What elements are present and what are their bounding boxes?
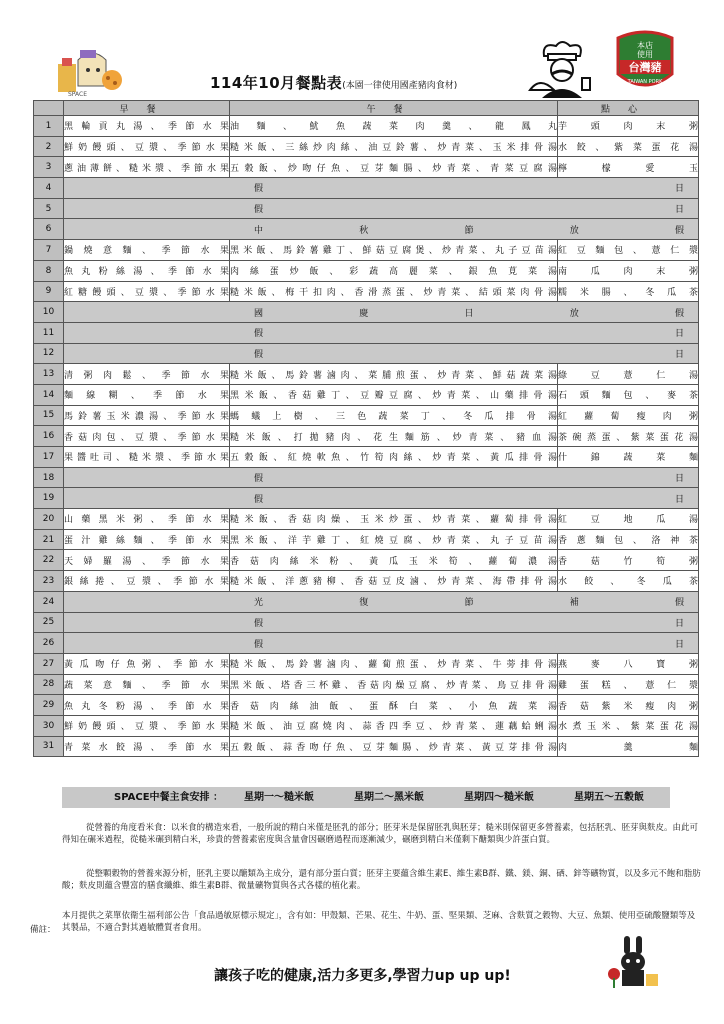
snack-cell: 香菇竹筍粥	[558, 550, 699, 571]
lunch-cell: 黑米飯、洋芋雞丁、紅燒豆腐、炒青菜、丸子豆苗湯	[230, 529, 558, 550]
table-row	[34, 384, 699, 405]
note-paragraph-1: 從營養的角度看米食：以米食的構造來看，一般所說的精白米僅是胚乳的部分；胚芽米是保留胚乳與胚芽；糙米則保留更多營養素，包括胚乳、胚芽與麩皮。由此可得知在碾米過程，從糙米碾到精白米，珍貴的營養素密度與含量會因碾磨過程而逐漸減少，碾磨到精白米僅剩下醣類與少許蛋白質。	[62, 823, 699, 845]
table-row	[34, 240, 699, 261]
staple-schedule	[62, 787, 670, 808]
holiday-char: 假	[674, 598, 684, 609]
title-block	[210, 72, 457, 94]
snack-cell: 香蔥麵包、洛神茶	[558, 529, 699, 550]
holiday-cell	[64, 633, 699, 654]
day-number: 6	[34, 219, 64, 240]
snack-cell: 紅蘿蔔瘦肉粥	[558, 405, 699, 426]
table-row	[34, 405, 699, 426]
breakfast-cell: 天婦羅湯、季節水果	[64, 550, 230, 571]
svg-text:TAIWAN PORK: TAIWAN PORK	[627, 79, 663, 85]
holiday-char: 假	[254, 329, 264, 340]
corner-cell	[34, 101, 64, 116]
breakfast-cell: 清粥肉鬆、季節水果	[64, 364, 230, 385]
holiday-char: 日	[674, 205, 684, 216]
svg-text:台灣豬: 台灣豬	[628, 61, 662, 74]
holiday-char: 日	[674, 494, 684, 505]
holiday-char: 日	[674, 329, 684, 340]
day-number: 3	[34, 157, 64, 178]
holiday-char: 日	[674, 349, 684, 360]
table-row	[34, 612, 699, 633]
day-number: 12	[34, 343, 64, 364]
breakfast-cell: 鮮奶饅頭、豆漿、季節水果	[64, 136, 230, 157]
lunch-cell: 油麵、魷魚蔬菜肉羹、龍鳳丸	[230, 116, 558, 137]
holiday-char: 節	[464, 598, 474, 609]
day-number: 24	[34, 591, 64, 612]
table-row	[34, 633, 699, 654]
snack-cell: 雞蛋糕、薏仁漿	[558, 674, 699, 695]
holiday-char: 節	[464, 225, 474, 236]
holiday-char: 日	[674, 184, 684, 195]
holiday-char: 日	[674, 474, 684, 485]
snack-cell: 石頭麵包、麥茶	[558, 384, 699, 405]
day-number: 8	[34, 260, 64, 281]
lunch-cell: 黑米飯、塔香三杯雞、香菇肉燥豆腐、炒青菜、鳥豆排骨湯	[230, 674, 558, 695]
holiday-char: 補	[569, 598, 579, 609]
holiday-cell	[64, 591, 699, 612]
header-snack: 點心	[558, 101, 699, 116]
breakfast-cell: 魚丸粉絲湯、季節水果	[64, 260, 230, 281]
note-paragraph-3: 本月提供之菜單依衛生福利部公告「食品過敏原標示規定」，含有如：甲殼類、芒果、花生、牛奶、蛋、堅果類、芝麻、含麩質之穀物、大豆、魚類、使用亞硫酸鹽類等及其製品，不適合對其過敏體質者食用。	[62, 911, 696, 933]
table-row	[34, 571, 699, 592]
table-row	[34, 260, 699, 281]
table-body	[34, 116, 699, 757]
lunch-cell: 黑米飯、香菇雞丁、豆瓣豆腐、炒青菜、山藥排骨湯	[230, 384, 558, 405]
breakfast-cell: 魚丸冬粉湯、季節水果	[64, 695, 230, 716]
table-row	[34, 343, 699, 364]
header	[0, 0, 724, 100]
holiday-cell	[64, 219, 699, 240]
snack-cell: 什錦蔬菜麵	[558, 447, 699, 468]
lunch-cell: 糙米飯、油豆腐燒肉、蒜香四季豆、炒青菜、蓮藕蛤蜊湯	[230, 715, 558, 736]
holiday-char: 假	[254, 494, 264, 505]
day-number: 19	[34, 488, 64, 509]
holiday-char: 慶	[359, 308, 369, 319]
snack-cell: 紅豆地瓜湯	[558, 509, 699, 530]
day-number: 18	[34, 467, 64, 488]
header-breakfast: 早餐	[64, 101, 230, 116]
day-number: 21	[34, 529, 64, 550]
holiday-char: 中	[254, 225, 264, 236]
holiday-char: 放	[569, 308, 579, 319]
table-row	[34, 447, 699, 468]
holiday-cell	[64, 322, 699, 343]
breakfast-cell: 銀絲捲、豆漿、季節水果	[64, 571, 230, 592]
table-row	[34, 736, 699, 757]
table-row	[34, 591, 699, 612]
space-logo-icon	[52, 42, 126, 98]
holiday-char: 放	[569, 225, 579, 236]
day-number: 20	[34, 509, 64, 530]
holiday-char: 假	[254, 205, 264, 216]
note-paragraph-2: 從整顆穀物的營養來源分析，胚乳主要以醣類為主成分，還有部分蛋白質；胚芽主要蘊含維生素E、維生素B群、鐵、鎂、銅、硒、鋅等礦物質，以及多元不飽和脂肪酸；麩皮則蘊含豐富的膳食纖維、維生素B群、微量礦物質與各式各樣的植化素。	[62, 869, 701, 891]
day-number: 11	[34, 322, 64, 343]
breakfast-cell: 鮮奶饅頭、豆漿、季節水果	[64, 715, 230, 736]
staple-thursday: 星期四～糙米飯	[464, 792, 534, 803]
holiday-char: 國	[254, 308, 264, 319]
table-row	[34, 653, 699, 674]
svg-text:使用: 使用	[637, 50, 653, 59]
breakfast-cell: 果醬吐司、糙米漿、季節水果	[64, 447, 230, 468]
taiwan-pork-badge	[614, 30, 676, 96]
header-lunch: 午餐	[230, 101, 558, 116]
staple-label: SPACE中餐主食安排 ：	[114, 792, 224, 803]
lunch-cell: 糙米飯、梅干扣肉、香滑蒸蛋、炒青菜、結頭菜肉骨湯	[230, 281, 558, 302]
snack-cell: 茶碗蒸蛋、紫菜蛋花湯	[558, 426, 699, 447]
snack-cell: 芋頭肉末粥	[558, 116, 699, 137]
table-row	[34, 198, 699, 219]
table-row	[34, 488, 699, 509]
holiday-char: 秋	[359, 225, 369, 236]
lunch-cell: 糙米飯、三絲炒肉絲、油豆鈴薯、炒青菜、玉米排骨湯	[230, 136, 558, 157]
breakfast-cell: 香菇肉包、豆漿、季節水果	[64, 426, 230, 447]
table-row	[34, 467, 699, 488]
lunch-cell: 糙米飯、馬鈴薯滷肉、蘿蔔煎蛋、炒青菜、牛蒡排骨湯	[230, 653, 558, 674]
day-number: 2	[34, 136, 64, 157]
table-row	[34, 219, 699, 240]
page-title: 114年10月餐點表	[210, 74, 343, 92]
breakfast-cell: 蔥油薄餅、糙米漿、季節水果	[64, 157, 230, 178]
snack-cell: 糯米腸、冬瓜茶	[558, 281, 699, 302]
lunch-cell: 糙米飯、馬鈴薯滷肉、菜脯煎蛋、炒青菜、鮮菇蔬菜湯	[230, 364, 558, 385]
table-row	[34, 157, 699, 178]
table-row	[34, 695, 699, 716]
staple-monday: 星期一～糙米飯	[244, 792, 314, 803]
breakfast-cell: 黃瓜吻仔魚粥、季節水果	[64, 653, 230, 674]
table-row	[34, 509, 699, 530]
holiday-cell	[64, 488, 699, 509]
snack-cell: 香菇紫米瘦肉粥	[558, 695, 699, 716]
holiday-cell	[64, 612, 699, 633]
table-header-row	[34, 101, 699, 116]
breakfast-cell: 蛋汁雞絲麵、季節水果	[64, 529, 230, 550]
breakfast-cell: 青菜水餃湯、季節水果	[64, 736, 230, 757]
day-number: 26	[34, 633, 64, 654]
snack-cell: 燕麥八寶粥	[558, 653, 699, 674]
lunch-cell: 糙米飯、洋蔥豬柳、香菇豆皮滷、炒青菜、海帶排骨湯	[230, 571, 558, 592]
table-row	[34, 281, 699, 302]
day-number: 1	[34, 116, 64, 137]
day-number: 17	[34, 447, 64, 468]
holiday-char: 日	[674, 618, 684, 629]
day-number: 30	[34, 715, 64, 736]
lunch-cell: 香菇肉絲米粉、黃瓜玉米筍、蘿蔔濃湯	[230, 550, 558, 571]
chef-icon	[528, 38, 598, 102]
day-number: 13	[34, 364, 64, 385]
table-row	[34, 136, 699, 157]
page-subtitle: (本園一律使用國產豬肉食材)	[342, 81, 458, 91]
table-row	[34, 322, 699, 343]
table-row	[34, 116, 699, 137]
snack-cell: 綠豆薏仁湯	[558, 364, 699, 385]
lunch-cell: 糙米飯、打拋豬肉、花生麵筋、炒青菜、豬血湯	[230, 426, 558, 447]
day-number: 7	[34, 240, 64, 261]
holiday-char: 日	[674, 639, 684, 650]
holiday-char: 假	[254, 474, 264, 485]
svg-text:本店: 本店	[637, 41, 653, 50]
snack-cell: 南瓜肉末粥	[558, 260, 699, 281]
snack-cell: 水餃、冬瓜茶	[558, 571, 699, 592]
snack-cell: 檸檬愛玉	[558, 157, 699, 178]
holiday-cell	[64, 343, 699, 364]
holiday-cell	[64, 178, 699, 199]
snack-cell: 水煮玉米、紫菜蛋花湯	[558, 715, 699, 736]
slogan: 讓孩子吃的健康,活力多更多,學習力up up up!	[214, 968, 511, 984]
day-number: 29	[34, 695, 64, 716]
day-number: 10	[34, 302, 64, 323]
day-number: 14	[34, 384, 64, 405]
breakfast-cell: 黑輪貢丸湯、季節水果	[64, 116, 230, 137]
holiday-char: 假	[674, 308, 684, 319]
breakfast-cell: 麵線糊、季節水果	[64, 384, 230, 405]
holiday-char: 假	[674, 225, 684, 236]
breakfast-cell: 鍋燒意麵、季節水果	[64, 240, 230, 261]
breakfast-cell: 蔬菜意麵、季節水果	[64, 674, 230, 695]
meal-table	[33, 100, 699, 757]
day-number: 9	[34, 281, 64, 302]
rabbit-mascot-icon	[606, 934, 662, 990]
lunch-cell: 黑米飯、馬鈴薯雞丁、鮮菇豆腐煲、炒青菜、丸子豆苗湯	[230, 240, 558, 261]
day-number: 27	[34, 653, 64, 674]
table-row	[34, 550, 699, 571]
holiday-char: 假	[254, 349, 264, 360]
snack-cell: 水餃、紫菜蛋花湯	[558, 136, 699, 157]
holiday-char: 復	[359, 598, 369, 609]
holiday-char: 假	[254, 618, 264, 629]
day-number: 31	[34, 736, 64, 757]
holiday-char: 日	[464, 308, 474, 319]
table-row	[34, 715, 699, 736]
day-number: 4	[34, 178, 64, 199]
lunch-cell: 肉絲蛋炒飯、彩蔬高麗菜、銀魚莧菜湯	[230, 260, 558, 281]
lunch-cell: 五穀飯、紅燒軟魚、竹筍肉絲、炒青菜、黃瓜排骨湯	[230, 447, 558, 468]
day-number: 25	[34, 612, 64, 633]
svg-text:SPACE: SPACE	[68, 91, 88, 98]
table-row	[34, 674, 699, 695]
lunch-cell: 螞蟻上樹、三色蔬菜丁、冬瓜排骨湯	[230, 405, 558, 426]
breakfast-cell: 紅糖饅頭、豆漿、季節水果	[64, 281, 230, 302]
day-number: 16	[34, 426, 64, 447]
note-label: 備註：	[30, 925, 56, 935]
snack-cell: 肉羹麵	[558, 736, 699, 757]
holiday-cell	[64, 467, 699, 488]
table-row	[34, 426, 699, 447]
day-number: 23	[34, 571, 64, 592]
holiday-char: 假	[254, 184, 264, 195]
day-number: 15	[34, 405, 64, 426]
lunch-cell: 香菇肉絲油飯、蛋酥白菜、小魚蔬菜湯	[230, 695, 558, 716]
snack-cell: 紅豆麵包、薏仁漿	[558, 240, 699, 261]
lunch-cell: 五穀飯、蒜香吻仔魚、豆芽麵腸、炒青菜、黃豆芽排骨湯	[230, 736, 558, 757]
day-number: 28	[34, 674, 64, 695]
lunch-cell: 五穀飯、炒吻仔魚、豆芽麵腸、炒青菜、青菜豆腐湯	[230, 157, 558, 178]
staple-friday: 星期五～五穀飯	[574, 792, 644, 803]
holiday-cell	[64, 302, 699, 323]
holiday-char: 光	[254, 598, 264, 609]
table-row	[34, 364, 699, 385]
holiday-cell	[64, 198, 699, 219]
breakfast-cell: 山藥黑米粥、季節水果	[64, 509, 230, 530]
breakfast-cell: 馬鈴薯玉米濃湯、季節水果	[64, 405, 230, 426]
day-number: 5	[34, 198, 64, 219]
table-row	[34, 178, 699, 199]
table-row	[34, 302, 699, 323]
table-row	[34, 529, 699, 550]
holiday-char: 假	[254, 639, 264, 650]
staple-tuesday: 星期二～黑米飯	[354, 792, 424, 803]
lunch-cell: 糙米飯、香菇肉燥、玉米炒蛋、炒青菜、蘿蔔排骨湯	[230, 509, 558, 530]
day-number: 22	[34, 550, 64, 571]
